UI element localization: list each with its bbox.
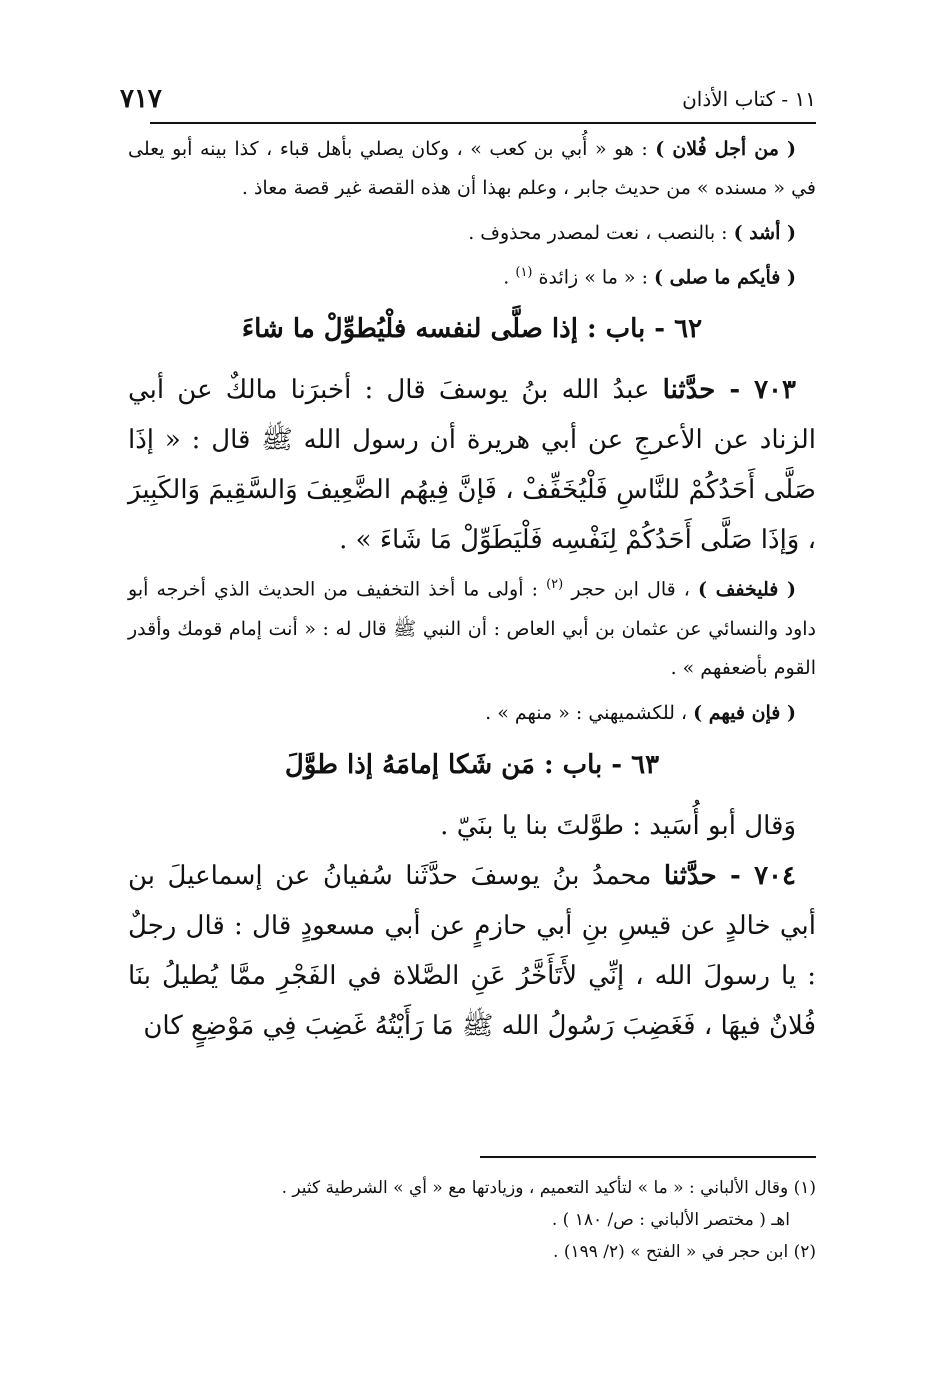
- commentary-text: .: [503, 266, 516, 289]
- hadith-text: محمدُ بنُ يوسفَ حدَّثَنا سُفيانُ عن إسماعيلَ بن أبي خالدٍ عن قيسِ بنِ أبي حازمٍ عن أبي مسعودٍ قال : قال رجلٌ : يا رسولَ الله ، إنِّي لأَتَأَخَّرُ عَنِ الصَّلاة في الفَجْرِ ممَّا يُطيلُ بنَا فُلانٌ فيهَا ، فَغَضِبَ رَسُولُ الله ﷺ مَا رَأَيْتُهُ غَضِبَ فِي مَوْضِعٍ كان: [128, 860, 816, 1041]
- commentary-text: : هو « أُبي بن كعب » ، وكان يصلي بأهل قباء ، كذا بينه أبو يعلى في « مسنده » من حديث جابر ، وعلم بهذا أن هذه القصة غير قصة معاذ .: [128, 138, 816, 199]
- page-header: [120, 78, 816, 120]
- footnotes: [128, 1172, 816, 1268]
- footnote-ref[interactable]: (٢): [546, 577, 564, 593]
- commentary-text: ، للكشميهني : « منهم » .: [485, 701, 694, 724]
- commentary-paragraph: [128, 214, 816, 253]
- hadith-text: عبدُ الله بنُ يوسفَ قال : أخبرَنا مالكٌ عن أبي الزناد عن الأعرجِ عن أبي هريرة أن رسول الله ﷺ قال : « إذَا صَلَّى أَحَدُكُمْ للنَّاسِ فَلْيُخَفِّفْ ، فَإنَّ فِيهُم الضَّعِيفَ وَالسَّقِيمَ وَالكَبِيرَ ، وَإذَا صَلَّى أَحَدُكُمْ لِنَفْسِه فَلْيَطَوِّلْ مَا شَاءَ » .: [128, 375, 816, 556]
- commentary-term: ( من أجل فُلان ): [655, 138, 796, 160]
- commentary-term: ( فليخفف ): [698, 578, 797, 601]
- commentary-text: : بالنصب ، نعت لمصدر محذوف .: [468, 222, 734, 244]
- commentary-text: ، قال ابن حجر: [563, 578, 699, 601]
- footnote-2: (٢) ابن حجر في « الفتح » (٢/ ١٩٩) .: [553, 1242, 816, 1262]
- commentary-paragraph: [128, 253, 816, 297]
- chapter-heading: ٦٢ - باب : إذا صلَّى لنفسه فلْيُطوِّلْ ما شاءَ: [241, 314, 703, 345]
- hadith-number: ٧٠٣ - حدَّثنا: [662, 375, 796, 406]
- commentary-paragraph: [128, 694, 816, 733]
- commentary-text: : أولى ما أخذ التخفيف من الحديث الذي أخرجه أبو داود والنسائي عن عثمان بن أبي العاص : أن النبي ﷺ قال له : « أنت إمام قومك وأقدر القوم بأضعفهم » .: [128, 578, 816, 679]
- chapter-quote: وَقال أبو أُسَيد : طوَّلتَ بنا يا بنَيّ .: [440, 810, 796, 841]
- hadith-number: ٧٠٤ - حدَّثنا: [663, 860, 796, 891]
- commentary-term: ( فإن فيهم ): [693, 701, 796, 724]
- commentary-term: ( أشد ): [733, 222, 796, 244]
- footnote-1: (١) وقال الألباني : « ما » لتأكيد التعميم ، وزيادتها مع « أي » الشرطية كثير .: [281, 1178, 816, 1198]
- running-title: ١١ - كتاب الأذان: [682, 87, 816, 111]
- commentary-paragraph: [128, 130, 816, 208]
- footnote-ref[interactable]: (١): [515, 265, 533, 280]
- commentary-paragraph: [128, 565, 816, 687]
- footnote-rule: [480, 1156, 816, 1158]
- footnote-1-continued: اهـ ( مختصر الألباني : ص/ ١٨٠ ) .: [551, 1210, 790, 1230]
- header-rule: [150, 122, 816, 124]
- page-number: ٧١٧: [120, 84, 162, 114]
- commentary-text: : « ما » زائدة: [532, 266, 655, 289]
- commentary-term: ( فأيكم ما صلى ): [654, 266, 796, 289]
- page-body: [128, 130, 816, 1051]
- chapter-heading: ٦٣ - باب : مَن شَكا إمامَهُ إذا طوَّلَ: [284, 749, 660, 780]
- hadith-paragraph: [128, 365, 816, 565]
- hadith-paragraph: [128, 851, 816, 1051]
